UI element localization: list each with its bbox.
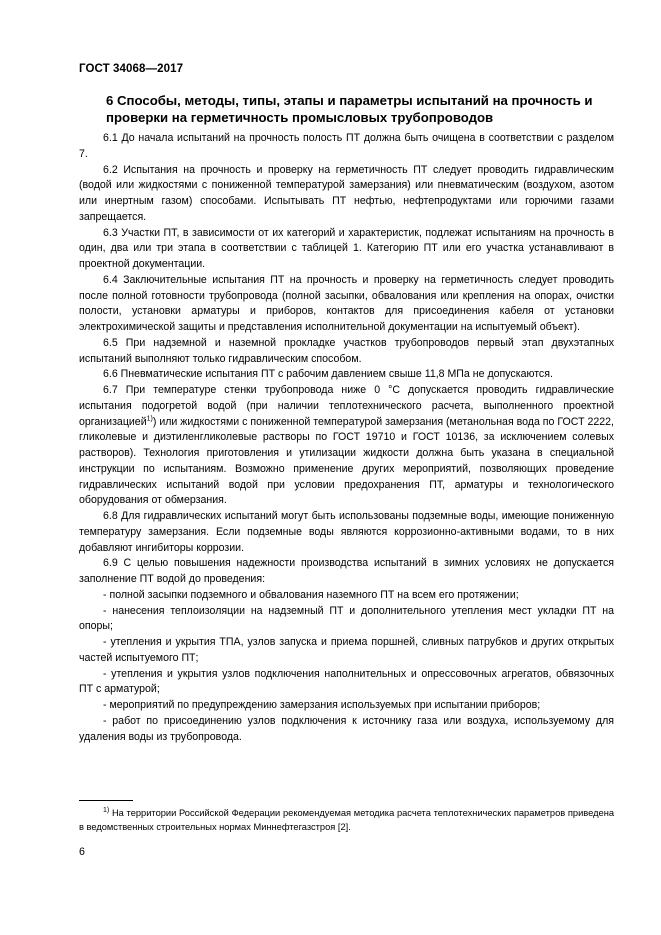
section-body: [79, 131, 614, 745]
document-code: ГОСТ 34068—2017: [79, 63, 184, 75]
paragraph-6-6: 6.6 Пневматические испытания ПТ с рабочим давлением свыше 11,8 МПа не допускаются.: [103, 368, 553, 381]
footnote-reference: 1): [146, 414, 153, 422]
paragraph-6-4: 6.4 Заключительные испытания ПТ на прочность и проверку на герметичность следует проводить после полной готовности трубопровода (полной засыпки, обвалования или крепления на опорах, очистки полости, установки арматуры и приборов, контактов для присоединения кабеля от установки электрохимической защиты и представления исполнительной документации на испытуемый объект).: [79, 273, 614, 333]
list-item: - утепления и укрытия узлов подключения наполнительных и опрессовочных агрегатов, обвязочных ПТ с арматурой;: [79, 667, 614, 696]
footnote-text: На территории Российской Федерации рекомендуемая методика расчета теплотехнических параметров приведена в ведомственных строительных нормах Миннефтегазстроя [2].: [79, 808, 614, 832]
paragraph-6-2: 6.2 Испытания на прочность и проверку на герметичность ПТ следует проводить гидравлическим (водой или жидкостями с пониженной температурой замерзания) или пневматическим (воздухом, азотом или инертным газом) способами. Испытывать ПТ нефтью, нефтепродуктами или горючими газами запрещается.: [79, 163, 614, 223]
list-item: - утепления и укрытия ТПА, узлов запуска и приема поршней, сливных патрубков и других открытых частей испытуемого ПТ;: [79, 636, 614, 664]
page-number: 6: [79, 846, 85, 858]
list-item: - полной засыпки подземного и обвалования наземного ПТ на всем его протяжении;: [103, 588, 519, 601]
paragraph-6-8: 6.8 Для гидравлических испытаний могут быть использованы подземные воды, имеющие пониженную температуру замерзания. Если подземные воды являются коррозионно-активными водами, то в них добавляют ингибиторы коррозии.: [79, 510, 614, 554]
list-item: - нанесения теплоизоляции на надземный ПТ и дополнительного утепления мест укладки ПТ на опоры;: [79, 604, 614, 633]
paragraph-6-7-part-b: ) или жидкостями с пониженной температурой замерзания (метанольная вода по ГОСТ 2222, гликолевые и диэтиленгликолевые растворы по ГОСТ 19710 и ГОСТ 10136, за исключением солевых растворов). Технология приготовления и утилизации жидкости должна быть указана в специальной инструкции по испытаниям. Возможно применение других мероприятий, позволяющих проведение гидравлических испытаний водой при условии предохранения ПТ, арматуры и технологического оборудования от обмерзания.: [79, 415, 614, 507]
paragraph-6-7: [79, 383, 614, 509]
paragraph-6-9: 6.9 С целью повышения надежности производства испытаний в зимних условиях не допускается заполнение ПТ водой до проведения:: [79, 557, 614, 585]
section-title: 6 Способы, методы, типы, этапы и параметры испытаний на прочность и проверки на герметичность промысловых трубопроводов: [106, 93, 593, 125]
paragraph-6-7-part-a: 6.7 При температуре стенки трубопровода ниже 0 °С допускается проводить гидравлические испытания подогретой водой (при наличии теплотехнического расчета, выполненного проектной организацией: [79, 384, 614, 428]
paragraph-6-5: 6.5 При надземной и наземной прокладке участков трубопроводов первый этап двухэтапных испытаний выполняют только гидравлическим способом.: [79, 336, 614, 365]
paragraph-6-1: 6.1 До начала испытаний на прочность полость ПТ должна быть очищена в соответствии с разделом 7.: [79, 132, 614, 160]
list-item: - работ по присоединению узлов подключения к источнику газа или воздуха, используемому для удаления воды из трубопровода.: [79, 714, 614, 743]
footnote: [79, 806, 614, 834]
footnote-divider: [79, 800, 133, 801]
list-item: - мероприятий по предупреждению замерзания используемых при испытании приборов;: [103, 699, 541, 711]
footnote-marker: 1): [103, 806, 110, 814]
paragraph-6-3: 6.3 Участки ПТ, в зависимости от их категорий и характеристик, подлежат испытаниям на прочность в один, два или три этапа в соответствии с таблицей 1. Категорию ПТ или его участка устанавливают в проектной документации.: [79, 226, 614, 270]
